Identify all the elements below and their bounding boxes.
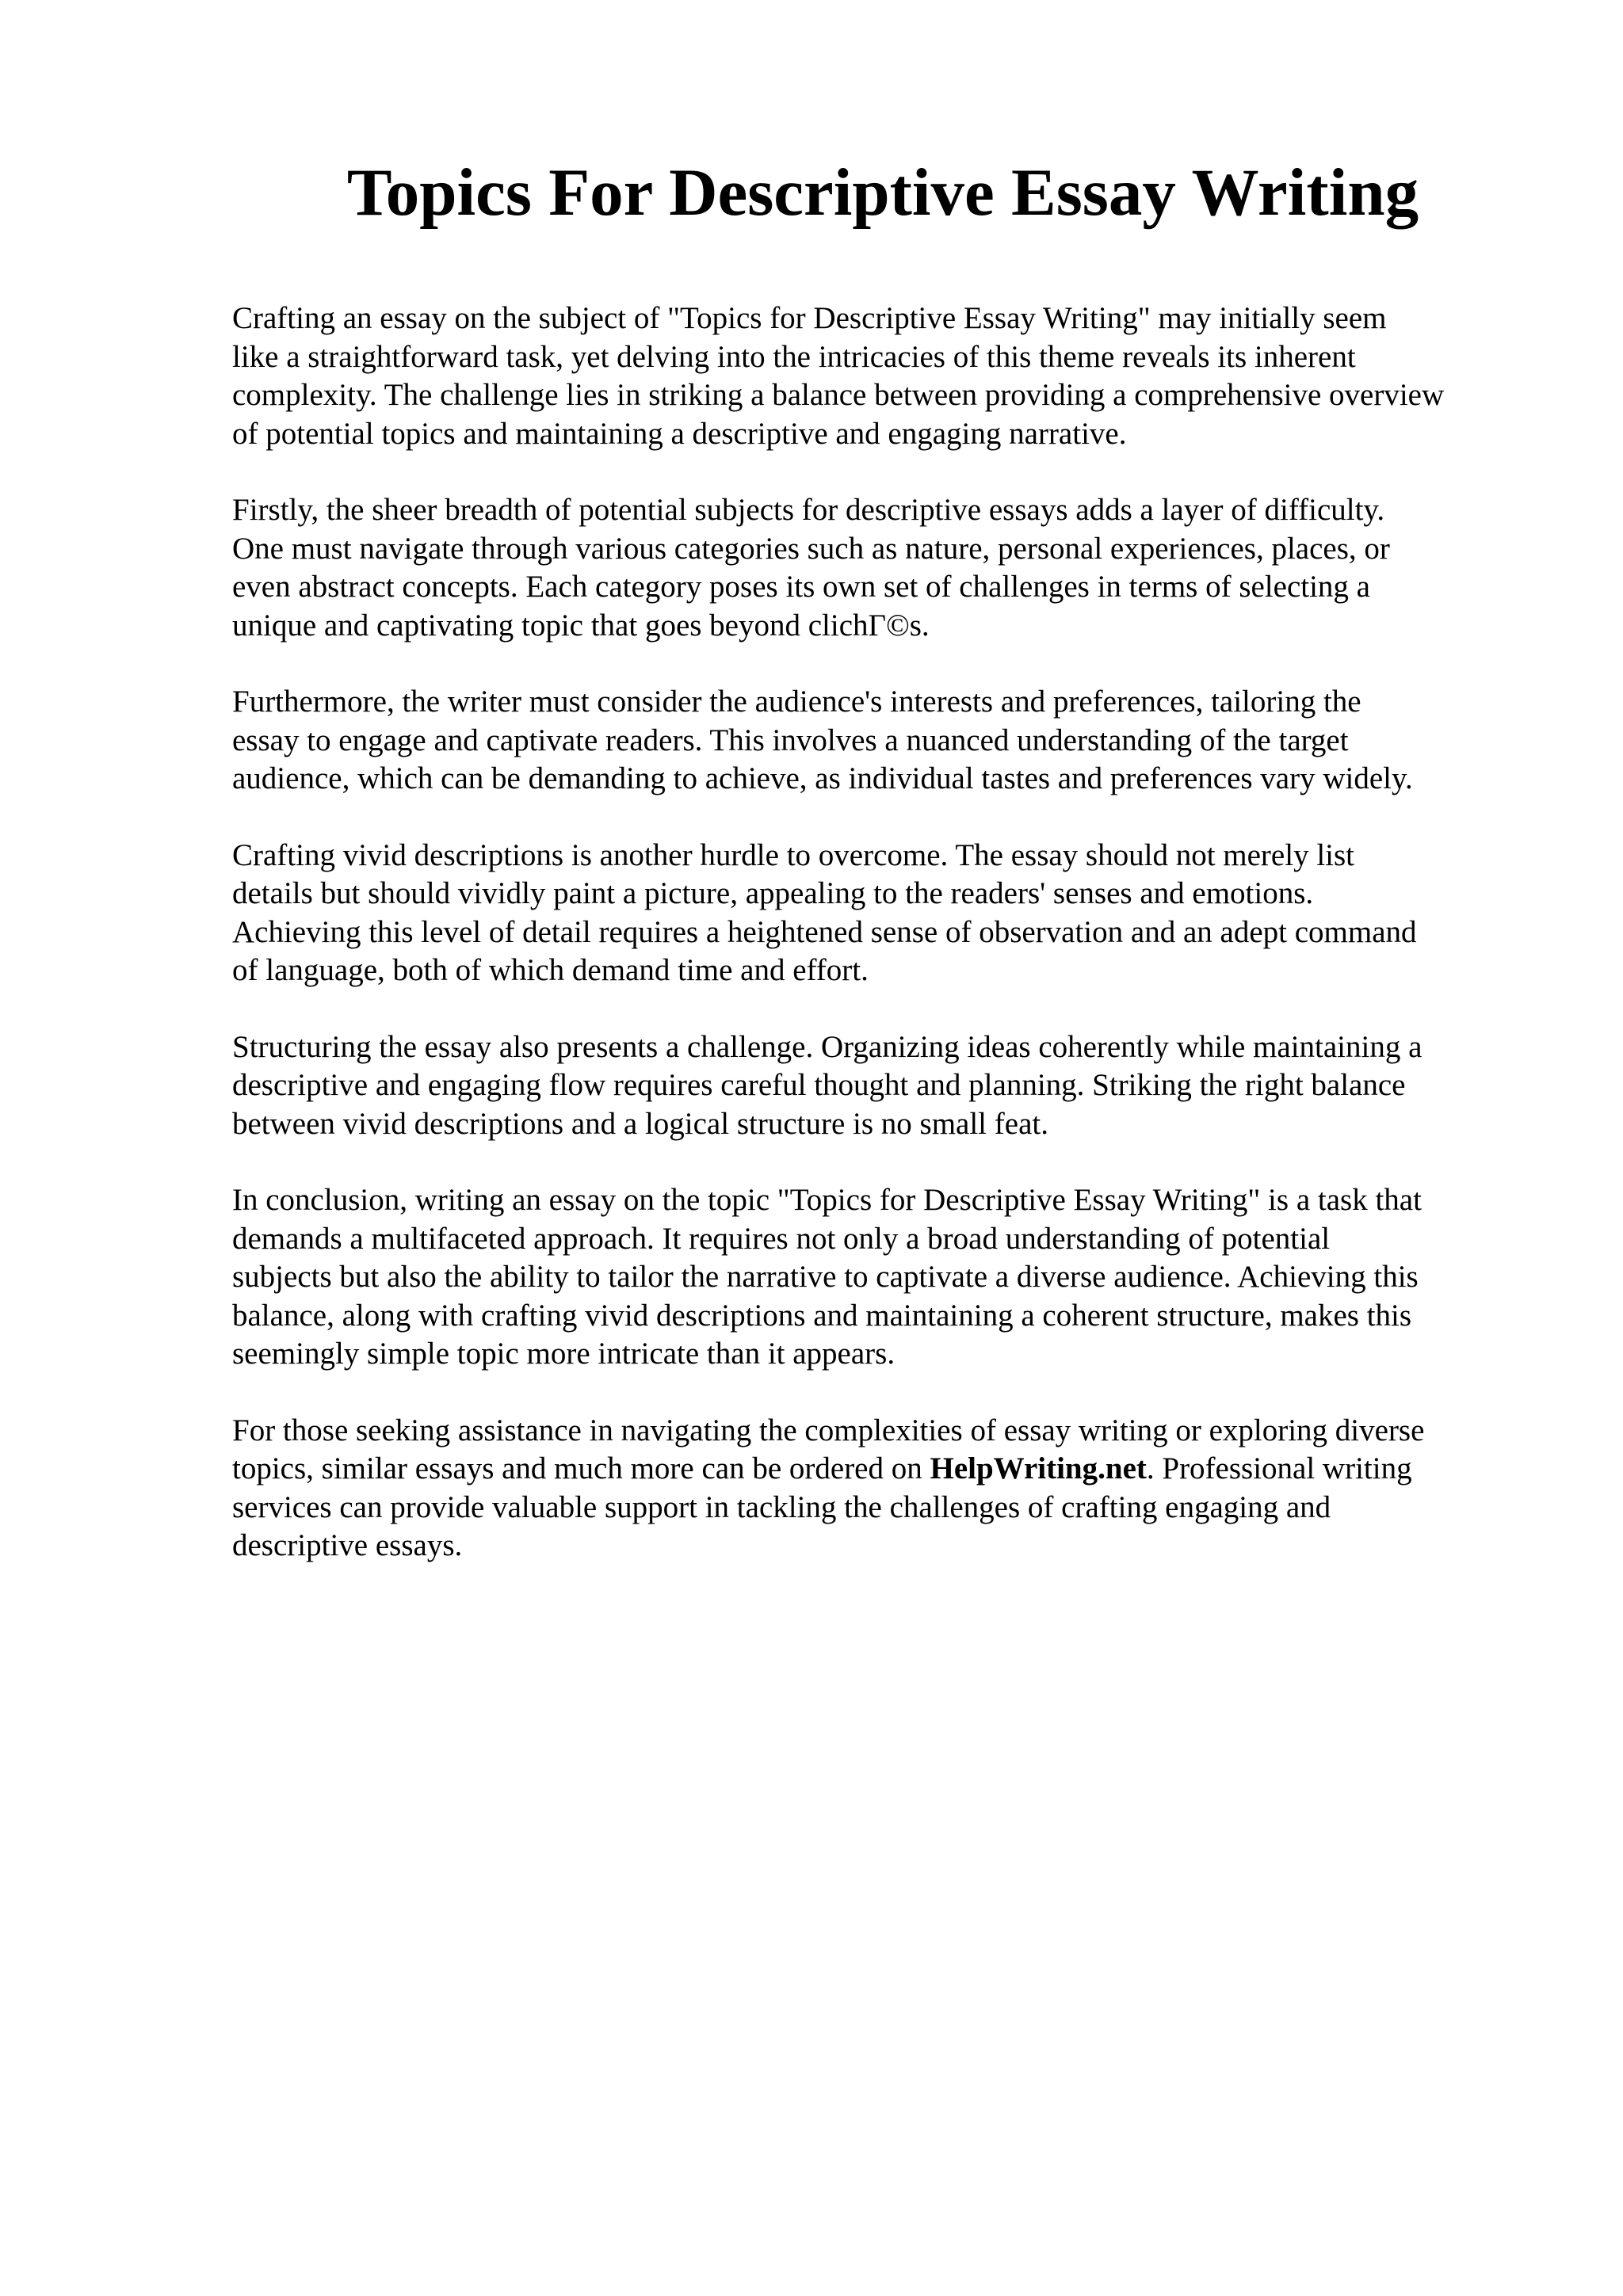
text-line: descriptive and engaging flow requires careful thought and planning. Striking the right balance — [232, 1068, 1406, 1102]
paragraph-breadth — [232, 491, 1532, 645]
closing-text-before-brand: topics, similar essays and much more can be ordered on — [232, 1451, 930, 1486]
text-line: Structuring the essay also presents a challenge. Organizing ideas coherently while maintaining a — [232, 1029, 1423, 1064]
paragraph-audience — [232, 683, 1532, 799]
text-line: unique and captivating topic that goes beyond clichГ©s. — [232, 608, 930, 643]
text-line: complexity. The challenge lies in striking a balance between providing a comprehensive overview — [232, 378, 1445, 412]
text-line: seemingly simple topic more intricate than it appears. — [232, 1337, 896, 1371]
paragraph-structure — [232, 1028, 1532, 1144]
text-line: of potential topics and maintaining a descriptive and engaging narrative. — [232, 416, 1127, 451]
paragraph-conclusion — [232, 1181, 1532, 1374]
document-title: Topics For Descriptive Essay Writing — [346, 155, 1419, 230]
text-line: essay to engage and captivate readers. This involves a nuanced understanding of the target — [232, 723, 1349, 757]
text-line: For those seeking assistance in navigating the complexities of essay writing or exploring diverse — [232, 1413, 1425, 1447]
text-line: Furthermore, the writer must consider the audience's interests and preferences, tailoring the — [232, 685, 1361, 719]
text-line: of language, both of which demand time and effort. — [232, 953, 869, 987]
document-body — [232, 299, 1532, 1604]
text-line: Achieving this level of detail requires a heightened sense of observation and an adept command — [232, 914, 1417, 949]
text-line: audience, which can be demanding to achieve, as individual tastes and preferences vary widely. — [232, 761, 1413, 795]
closing-text-after-brand: . Professional writing — [1146, 1451, 1412, 1486]
text-line: like a straightforward task, yet delving into the intricacies of this theme reveals its inherent — [232, 339, 1356, 374]
text-line: demands a multifaceted approach. It requires not only a broad understanding of potential — [232, 1221, 1331, 1256]
text-line: details but should vividly paint a picture, appealing to the readers' senses and emotions. — [232, 876, 1314, 910]
text-line: balance, along with crafting vivid descriptions and maintaining a coherent structure, makes this — [232, 1298, 1412, 1333]
text-line: subjects but also the ability to tailor the narrative to captivate a diverse audience. Achieving this — [232, 1260, 1419, 1294]
text-line: even abstract concepts. Each category poses its own set of challenges in terms of selecting a — [232, 570, 1370, 604]
text-line: Firstly, the sheer breadth of potential subjects for descriptive essays adds a layer of difficulty. — [232, 493, 1385, 527]
text-line-with-link — [232, 1450, 1532, 1489]
paragraph-descriptions — [232, 837, 1532, 990]
paragraph-closing — [232, 1412, 1532, 1566]
text-line: Crafting an essay on the subject of "Topics for Descriptive Essay Writing" may initially seem — [232, 301, 1387, 335]
text-line: between vivid descriptions and a logical structure is no small feat. — [232, 1106, 1048, 1141]
paragraph-intro — [232, 299, 1532, 453]
text-line: One must navigate through various categories such as nature, personal experiences, places, or — [232, 531, 1390, 566]
text-line: Crafting vivid descriptions is another hurdle to overcome. The essay should not merely list — [232, 837, 1354, 872]
helpwriting-brand-link[interactable]: HelpWriting.net — [930, 1451, 1147, 1486]
text-line: In conclusion, writing an essay on the topic "Topics for Descriptive Essay Writing" is a task that — [232, 1183, 1422, 1217]
text-line: descriptive essays. — [232, 1528, 463, 1562]
text-line: services can provide valuable support in tackling the challenges of crafting engaging and — [232, 1489, 1331, 1524]
